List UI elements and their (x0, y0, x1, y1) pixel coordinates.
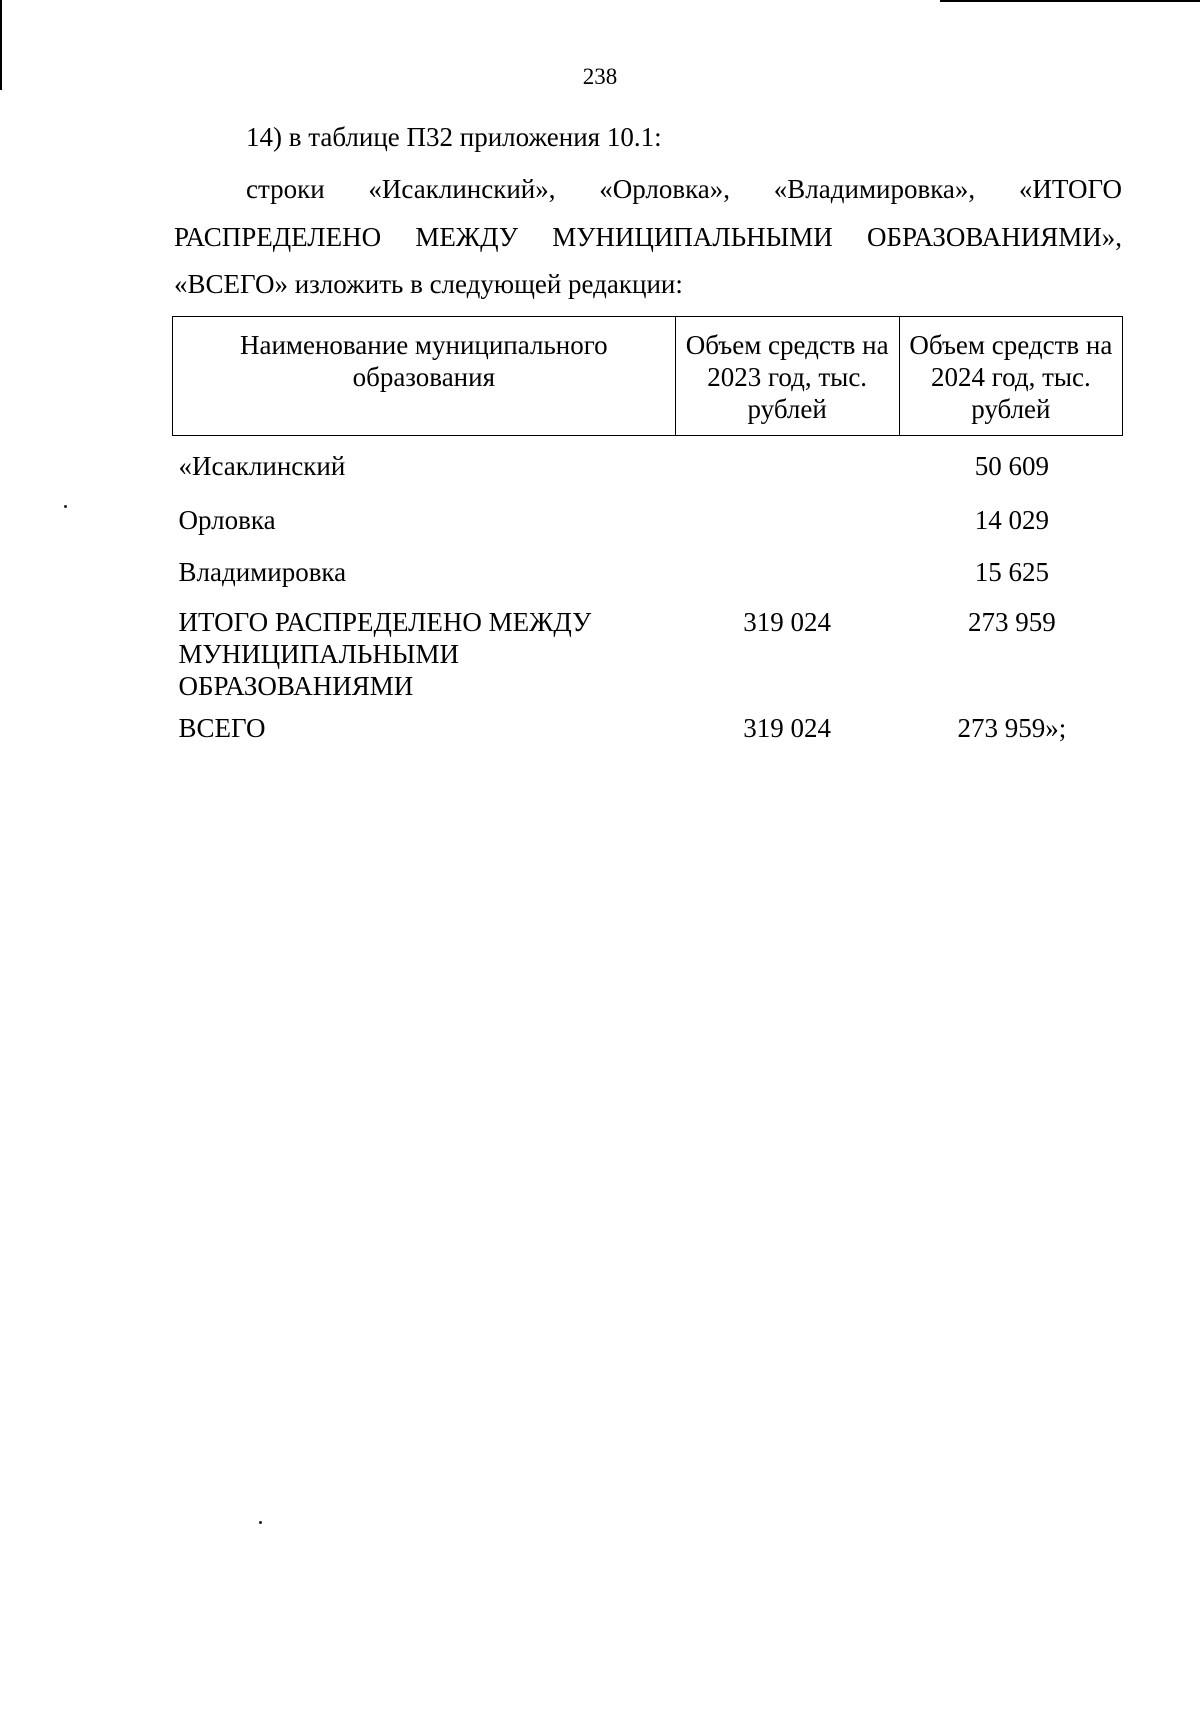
header-municipality: Наименование муниципального образования (173, 317, 676, 436)
scan-speck (64, 505, 67, 508)
amendment-text (174, 166, 1122, 309)
table-row (173, 712, 1123, 752)
header-amount-2023: Объем средств на 2023 год, тыс. рублей (675, 317, 899, 436)
table-row (173, 544, 1123, 596)
row-amount-2023 (675, 544, 899, 596)
scan-speck (259, 1521, 262, 1524)
row-amount-2023 (675, 436, 899, 491)
row-amount-2023: 319 024 (743, 713, 832, 743)
row-name: Орловка (178, 505, 276, 535)
table-row (173, 436, 1123, 491)
row-amount-2023 (675, 490, 899, 544)
row-name: Владимировка (178, 557, 347, 587)
table-header-row (173, 317, 1123, 436)
amendment-heading: 14) в таблице П32 приложения 10.1: (246, 122, 662, 152)
row-amount-2024: 273 959»; (957, 713, 1067, 743)
header-amount-2024: Объем средств на 2024 год, тыс. рублей (899, 317, 1122, 436)
row-amount-2023: 319 024 (743, 607, 832, 637)
row-amount-2024: 50 609 (974, 451, 1049, 481)
table-row (173, 490, 1123, 544)
scan-edge-top (940, 0, 1200, 2)
page-number: 238 (582, 64, 618, 89)
amendment-text-content: строки «Исаклинский», «Орловка», «Владимировка», «ИТОГО РАСПРЕДЕЛЕНО МЕЖДУ МУНИЦИПАЛЬНЫМИ ОБРАЗОВАНИЯМИ», «ВСЕГО» изложить в следующей редакции: (174, 174, 1122, 299)
row-amount-2024: 15 625 (974, 557, 1049, 587)
row-amount-2024: 273 959 (968, 607, 1056, 637)
allocation-table (172, 316, 1123, 752)
row-amount-2024: 14 029 (974, 505, 1049, 535)
row-name: «Исаклинский (178, 451, 346, 481)
row-name: ВСЕГО (178, 713, 266, 743)
table-row (173, 596, 1123, 712)
row-name: ИТОГО РАСПРЕДЕЛЕНО МЕЖДУ МУНИЦИПАЛЬНЫМИ ОБРАЗОВАНИЯМИ (178, 607, 592, 701)
